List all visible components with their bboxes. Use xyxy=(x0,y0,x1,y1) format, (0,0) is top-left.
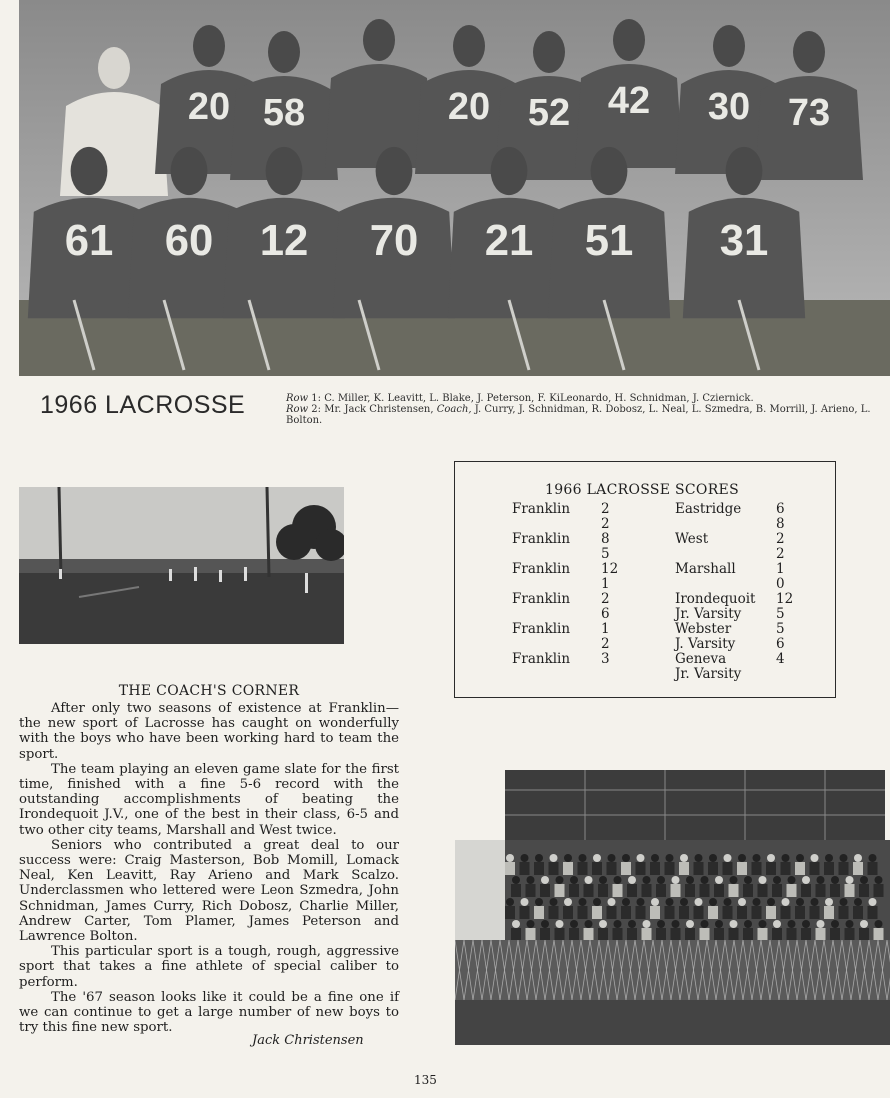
scores-box xyxy=(454,461,836,698)
opponent-score: 1 xyxy=(776,561,785,577)
photo-caption xyxy=(286,393,876,426)
school-name: Franklin xyxy=(512,621,571,637)
row2-names-a: 2: Mr. Jack Christensen, xyxy=(311,404,434,415)
stands-photo xyxy=(455,770,890,1045)
opponent-score: 5 xyxy=(776,621,785,637)
jersey-number: 70 xyxy=(369,215,419,265)
jersey-number: 58 xyxy=(262,92,306,134)
franklin-score: 1 xyxy=(601,621,610,637)
opponent-subtitle: Jr. Varsity xyxy=(675,606,742,622)
scores-title: 1966 LACROSSE SCORES xyxy=(545,482,739,498)
franklin-score: 12 xyxy=(601,561,619,577)
opponent-score: 5 xyxy=(776,606,785,622)
score-row xyxy=(455,562,835,592)
jersey-number: 52 xyxy=(527,92,571,134)
school-name: Franklin xyxy=(512,531,571,547)
opponent-name: Marshall xyxy=(675,561,736,577)
school-name: Franklin xyxy=(512,561,571,577)
opponent-score: 2 xyxy=(776,546,785,562)
opponent-score: 0 xyxy=(776,576,785,592)
score-row xyxy=(455,652,835,682)
row2-label: Row xyxy=(286,404,309,415)
coach-corner-text xyxy=(19,701,399,1035)
opponent-name: Eastridge xyxy=(675,501,742,517)
opponent-score: 12 xyxy=(776,591,794,607)
franklin-score: 5 xyxy=(601,546,610,562)
jersey-number: 20 xyxy=(187,86,231,128)
score-row xyxy=(455,532,835,562)
score-row xyxy=(455,592,835,622)
opponent-score: 6 xyxy=(776,501,785,517)
opponent-name: Geneva xyxy=(675,651,727,667)
franklin-score: 3 xyxy=(601,651,610,667)
jersey-number: 20 xyxy=(447,86,491,128)
opponent-name: Irondequoit xyxy=(675,591,756,607)
jersey-number: 12 xyxy=(259,215,309,265)
franklin-score: 6 xyxy=(601,606,610,622)
coach-paragraph: Seniors who contributed a great deal to our success were: Craig Masterson, Bob Momill, Lomack Neal, Ken Leavitt, Ray Arieno and Mark Scalzo. Underclassmen who lettered were Leon Szmedra, John Schnidman, James Curry, Rich Dobosz, Charlie Miller, Andrew Carter, Tom Plamer, James Peterson and Lawrence Bolton. xyxy=(19,837,399,945)
opponent-subtitle: Jr. Varsity xyxy=(675,666,742,682)
school-name: Franklin xyxy=(512,501,571,517)
page-number: 135 xyxy=(414,1073,437,1087)
opponent-score: 6 xyxy=(776,636,785,652)
coach-word: Coach, xyxy=(436,404,472,415)
opponent-score: 4 xyxy=(776,651,785,667)
row1-names: 1: C. Miller, K. Leavitt, L. Blake, J. Peterson, F. KiLeonardo, H. Schnidman, J. Cziernick. xyxy=(311,393,754,404)
franklin-score: 2 xyxy=(601,516,610,532)
coach-corner-title: THE COACH'S CORNER xyxy=(118,683,300,699)
jersey-number: 30 xyxy=(707,86,751,128)
score-row xyxy=(455,502,835,532)
opponent-name: Webster xyxy=(675,621,732,637)
opponent-subtitle: J. Varsity xyxy=(675,636,736,652)
jersey-number: 61 xyxy=(64,215,114,265)
opponent-score: 2 xyxy=(776,531,785,547)
franklin-score: 2 xyxy=(601,591,610,607)
school-name: Franklin xyxy=(512,651,571,667)
field-photo xyxy=(19,487,344,644)
jersey-number: 60 xyxy=(164,215,214,265)
jersey-number: 31 xyxy=(719,215,769,265)
jersey-number: 73 xyxy=(787,92,831,134)
franklin-score: 8 xyxy=(601,531,610,547)
coach-paragraph: After only two seasons of existence at Franklin— the new sport of Lacrosse has caught on wonderfully with the boys who have been working hard to team the sport. xyxy=(19,701,399,762)
coach-paragraph: This particular sport is a tough, rough, aggressive sport that takes a fine athlete of special caliber to perform. xyxy=(19,944,399,990)
coach-signature: Jack Christensen xyxy=(252,1033,364,1048)
row2-names-b: J. Curry, J. Schnidman, R. Dobosz, L. Neal, L. Szmedra, B. Morrill, J. Arieno, L. Bolton. xyxy=(286,404,871,426)
franklin-score: 2 xyxy=(601,501,610,517)
jersey-number: 42 xyxy=(607,80,651,122)
coach-paragraph: The '67 season looks like it could be a fine one if we can continue to get a large number of new boys to try this fine new sport. xyxy=(19,989,399,1036)
opponent-score: 8 xyxy=(776,516,785,532)
coach-paragraph: The team playing an eleven game slate for the first time, finished with a fine 5-6 record with the outstanding accomplishments of beating the Irondequoit J.V., one of the best in their class, 6-5 and two other city teams, Marshall and West twice. xyxy=(19,761,399,838)
jersey-number: 21 xyxy=(484,215,534,265)
score-row xyxy=(455,622,835,652)
jersey-number: 51 xyxy=(584,215,634,265)
franklin-score: 1 xyxy=(601,576,610,592)
opponent-name: West xyxy=(675,531,709,547)
franklin-score: 2 xyxy=(601,636,610,652)
team-photo xyxy=(19,0,890,376)
row1-label: Row xyxy=(286,393,309,404)
page-heading: 1966 LACROSSE xyxy=(40,391,246,419)
school-name: Franklin xyxy=(512,591,571,607)
